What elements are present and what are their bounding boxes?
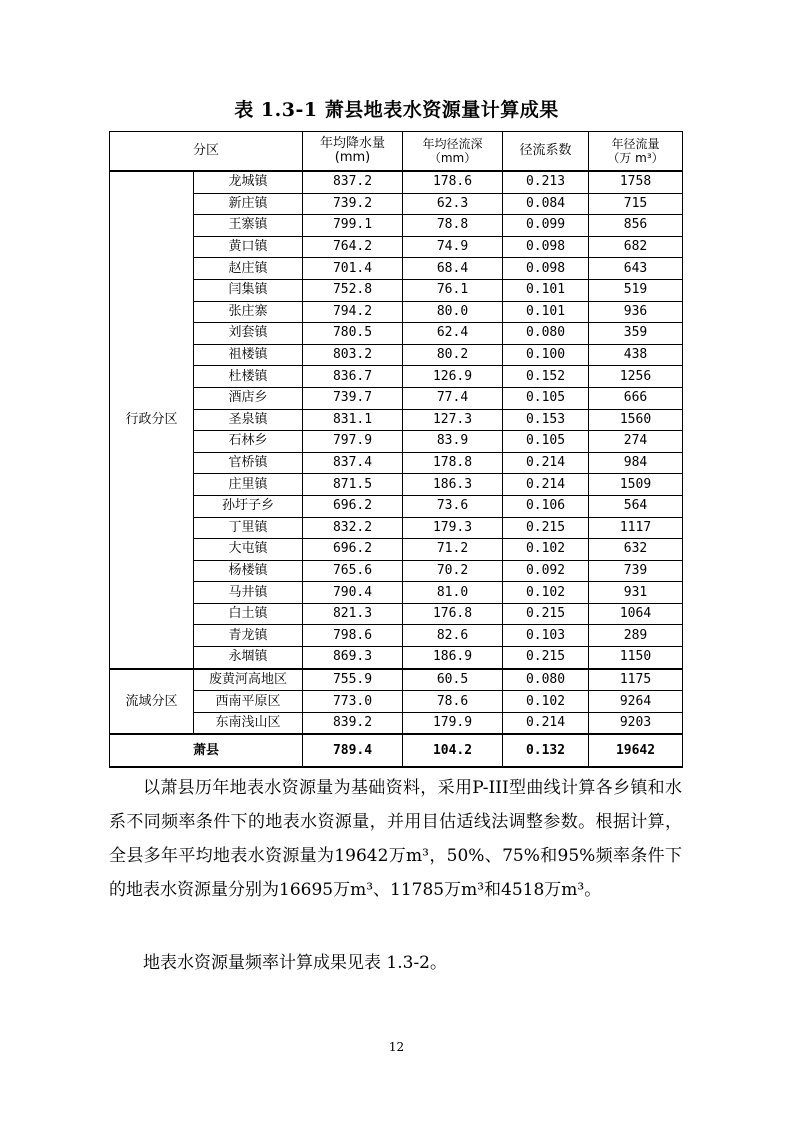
header-runoff-depth-line2: （mm） (428, 151, 477, 165)
row-precip: 701.4 (303, 258, 403, 280)
table-row (110, 366, 683, 388)
group-admin: 行政分区 (110, 171, 194, 669)
table-row (110, 215, 683, 237)
row-runoff-vol: 519 (589, 279, 683, 301)
row-runoff-depth: 179.3 (403, 517, 503, 539)
row-precip: 752.8 (303, 279, 403, 301)
total-runoff-depth: 104.2 (403, 734, 503, 767)
row-runoff-vol: 274 (589, 431, 683, 453)
row-coef: 0.102 (503, 539, 589, 561)
total-runoff-vol: 19642 (589, 734, 683, 767)
row-name: 庄里镇 (194, 474, 303, 496)
row-runoff-depth: 76.1 (403, 279, 503, 301)
row-precip: 739.2 (303, 193, 403, 215)
table-row (110, 193, 683, 215)
row-coef: 0.214 (503, 712, 589, 734)
table-row (110, 669, 683, 691)
row-precip: 780.5 (303, 323, 403, 345)
row-coef: 0.215 (503, 517, 589, 539)
row-name: 赵庄镇 (194, 258, 303, 280)
row-name: 东南浅山区 (194, 712, 303, 734)
row-coef: 0.102 (503, 691, 589, 713)
row-runoff-depth: 70.2 (403, 560, 503, 582)
row-precip: 797.9 (303, 431, 403, 453)
row-coef: 0.080 (503, 323, 589, 345)
row-coef: 0.214 (503, 474, 589, 496)
row-precip: 799.1 (303, 215, 403, 237)
table-row (110, 452, 683, 474)
table-row (110, 431, 683, 453)
row-name: 白土镇 (194, 603, 303, 625)
table-row (110, 582, 683, 604)
row-runoff-vol: 1509 (589, 474, 683, 496)
group-basin: 流域分区 (110, 669, 194, 735)
row-runoff-vol: 438 (589, 344, 683, 366)
row-precip: 836.7 (303, 366, 403, 388)
water-resource-table (109, 131, 683, 768)
row-name: 西南平原区 (194, 691, 303, 713)
paragraph-2: 地表水资源量频率计算成果见表 1.3-2。 (143, 953, 447, 973)
row-precip: 755.9 (303, 669, 403, 691)
header-precip: 年均降水量(mm) (303, 132, 403, 172)
row-precip: 803.2 (303, 344, 403, 366)
row-runoff-depth: 176.8 (403, 603, 503, 625)
header-runoff-vol-line1: 年径流量 (611, 137, 660, 151)
row-runoff-depth: 186.3 (403, 474, 503, 496)
row-runoff-depth: 127.3 (403, 409, 503, 431)
row-coef: 0.214 (503, 452, 589, 474)
row-runoff-depth: 73.6 (403, 495, 503, 517)
row-precip: 739.7 (303, 387, 403, 409)
table-row (110, 603, 683, 625)
row-name: 杨楼镇 (194, 560, 303, 582)
row-runoff-vol: 715 (589, 193, 683, 215)
table-row (110, 409, 683, 431)
row-name: 张庄寨 (194, 301, 303, 323)
row-runoff-depth: 178.8 (403, 452, 503, 474)
row-runoff-vol: 936 (589, 301, 683, 323)
row-runoff-depth: 78.6 (403, 691, 503, 713)
header-runoff-vol (589, 132, 683, 172)
row-coef: 0.215 (503, 603, 589, 625)
row-precip: 869.3 (303, 647, 403, 669)
header-runoff-vol-line2: （万 m³） (607, 151, 664, 165)
row-runoff-vol: 564 (589, 495, 683, 517)
total-name: 萧县 (110, 734, 303, 767)
row-precip: 790.4 (303, 582, 403, 604)
row-coef: 0.084 (503, 193, 589, 215)
row-runoff-depth: 126.9 (403, 366, 503, 388)
table-row (110, 236, 683, 258)
row-coef: 0.101 (503, 279, 589, 301)
row-coef: 0.215 (503, 647, 589, 669)
row-runoff-depth: 83.9 (403, 431, 503, 453)
row-runoff-depth: 80.2 (403, 344, 503, 366)
row-coef: 0.099 (503, 215, 589, 237)
row-coef: 0.105 (503, 431, 589, 453)
row-precip: 871.5 (303, 474, 403, 496)
row-coef: 0.100 (503, 344, 589, 366)
row-runoff-vol: 666 (589, 387, 683, 409)
row-runoff-vol: 9203 (589, 712, 683, 734)
page-number: 12 (388, 1040, 405, 1054)
row-name: 丁里镇 (194, 517, 303, 539)
row-precip: 764.2 (303, 236, 403, 258)
row-precip: 832.2 (303, 517, 403, 539)
row-name: 黄口镇 (194, 236, 303, 258)
row-name: 祖楼镇 (194, 344, 303, 366)
table-row (110, 712, 683, 734)
row-precip: 773.0 (303, 691, 403, 713)
table-row (110, 560, 683, 582)
row-name: 青龙镇 (194, 625, 303, 647)
table-row (110, 495, 683, 517)
header-runoff-depth (403, 132, 503, 172)
table-row (110, 647, 683, 669)
row-precip: 798.6 (303, 625, 403, 647)
row-runoff-depth: 62.4 (403, 323, 503, 345)
row-runoff-vol: 289 (589, 625, 683, 647)
row-coef: 0.098 (503, 258, 589, 280)
table-title: 表 1.3-1 萧县地表水资源量计算成果 (234, 99, 559, 121)
row-runoff-depth: 68.4 (403, 258, 503, 280)
row-coef: 0.101 (503, 301, 589, 323)
row-runoff-depth: 81.0 (403, 582, 503, 604)
row-name: 刘套镇 (194, 323, 303, 345)
row-runoff-vol: 643 (589, 258, 683, 280)
row-runoff-depth: 74.9 (403, 236, 503, 258)
row-runoff-vol: 1150 (589, 647, 683, 669)
row-runoff-depth: 71.2 (403, 539, 503, 561)
row-runoff-depth: 77.4 (403, 387, 503, 409)
row-precip: 765.6 (303, 560, 403, 582)
row-precip: 831.1 (303, 409, 403, 431)
row-runoff-depth: 78.8 (403, 215, 503, 237)
row-name: 酒店乡 (194, 387, 303, 409)
row-runoff-vol: 1175 (589, 669, 683, 691)
table-row (110, 323, 683, 345)
row-precip: 821.3 (303, 603, 403, 625)
row-runoff-vol: 984 (589, 452, 683, 474)
row-runoff-vol: 856 (589, 215, 683, 237)
row-runoff-vol: 632 (589, 539, 683, 561)
table-row (110, 279, 683, 301)
row-precip: 837.4 (303, 452, 403, 474)
row-runoff-depth: 80.0 (403, 301, 503, 323)
table-row (110, 539, 683, 561)
header-runoff-depth-line1: 年均径流深 (422, 137, 483, 151)
row-precip: 696.2 (303, 495, 403, 517)
row-name: 闫集镇 (194, 279, 303, 301)
row-name: 新庄镇 (194, 193, 303, 215)
row-coef: 0.098 (503, 236, 589, 258)
total-coef: 0.132 (503, 734, 589, 767)
row-coef: 0.152 (503, 366, 589, 388)
row-runoff-depth: 60.5 (403, 669, 503, 691)
table-row (110, 625, 683, 647)
row-precip: 839.2 (303, 712, 403, 734)
row-coef: 0.105 (503, 387, 589, 409)
table-row (110, 171, 683, 193)
row-name: 王寨镇 (194, 215, 303, 237)
row-coef: 0.102 (503, 582, 589, 604)
table-row (110, 387, 683, 409)
row-runoff-depth: 62.3 (403, 193, 503, 215)
row-coef: 0.213 (503, 171, 589, 193)
row-coef: 0.153 (503, 409, 589, 431)
table-row (110, 301, 683, 323)
row-runoff-vol: 359 (589, 323, 683, 345)
row-runoff-vol: 931 (589, 582, 683, 604)
table-row (110, 474, 683, 496)
row-runoff-vol: 9264 (589, 691, 683, 713)
total-row (110, 734, 683, 767)
row-name: 孙圩子乡 (194, 495, 303, 517)
row-coef: 0.080 (503, 669, 589, 691)
row-runoff-vol: 739 (589, 560, 683, 582)
row-runoff-depth: 186.9 (403, 647, 503, 669)
header-row (110, 132, 683, 172)
row-runoff-depth: 178.6 (403, 171, 503, 193)
row-name: 大屯镇 (194, 539, 303, 561)
row-name: 石林乡 (194, 431, 303, 453)
row-name: 永堌镇 (194, 647, 303, 669)
row-name: 马井镇 (194, 582, 303, 604)
paragraph-1: 以萧县历年地表水资源量为基础资料，采用P-III型曲线计算各乡镇和水系不同频率条件下的地表水资源量，并用目估适线法调整参数。根据计算，全县多年平均地表水资源量为19642万m³，50%、75%和95%频率条件下的地表水资源量分别为16695万m³、11785万m³和4518万m³。 (109, 778, 682, 900)
table-row (110, 258, 683, 280)
row-runoff-vol: 682 (589, 236, 683, 258)
row-precip: 696.2 (303, 539, 403, 561)
row-name: 龙城镇 (194, 171, 303, 193)
row-runoff-vol: 1064 (589, 603, 683, 625)
row-name: 圣泉镇 (194, 409, 303, 431)
row-coef: 0.106 (503, 495, 589, 517)
row-runoff-vol: 1117 (589, 517, 683, 539)
row-coef: 0.092 (503, 560, 589, 582)
row-name: 废黄河高地区 (194, 669, 303, 691)
row-runoff-vol: 1758 (589, 171, 683, 193)
row-coef: 0.103 (503, 625, 589, 647)
row-precip: 794.2 (303, 301, 403, 323)
header-region: 分区 (110, 132, 303, 172)
row-runoff-depth: 82.6 (403, 625, 503, 647)
total-precip: 789.4 (303, 734, 403, 767)
table-row (110, 344, 683, 366)
row-precip: 837.2 (303, 171, 403, 193)
row-runoff-vol: 1560 (589, 409, 683, 431)
row-runoff-depth: 179.9 (403, 712, 503, 734)
table-row (110, 691, 683, 713)
table-row (110, 517, 683, 539)
row-name: 官桥镇 (194, 452, 303, 474)
header-coef: 径流系数 (503, 132, 589, 172)
row-runoff-vol: 1256 (589, 366, 683, 388)
row-name: 杜楼镇 (194, 366, 303, 388)
